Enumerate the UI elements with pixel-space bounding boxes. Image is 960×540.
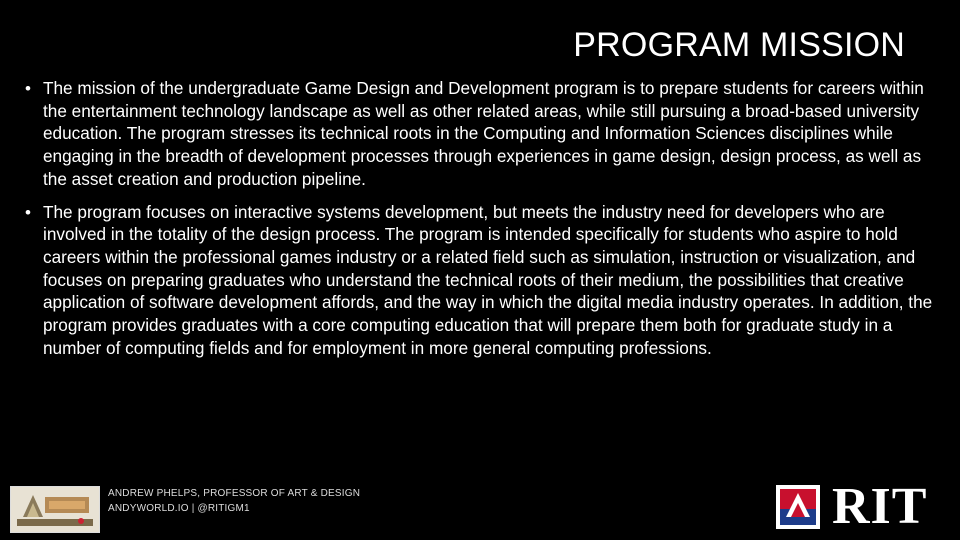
footer-credits xyxy=(108,486,360,516)
andyworld-logo-image xyxy=(10,486,100,533)
bullet-text: The program focuses on interactive systems development, but meets the industry need for developers who are involved in the totality of the design process. The program is intended specifically for students who aspire to hold careers within the professional games industry or a related field such as simulation, instruction or visualization, and focuses on preparing graduates who understand the technical roots of their medium, the possibilities that creative application of software development affords, and the way in which the digital media industry operates. In addition, the program provides graduates with a core computing education that will prepare them both for graduate study in a number of computing fields and for employment in more general computing professions. xyxy=(43,201,933,358)
rit-seal-icon xyxy=(776,485,820,529)
bullet-item xyxy=(25,77,945,191)
footer-author: ANDREW PHELPS, PROFESSOR OF ART & DESIGN xyxy=(108,488,361,499)
rit-logo xyxy=(776,478,928,535)
slide-title: PROGRAM MISSION xyxy=(573,26,905,64)
footer-links: ANDYWORLD.IO | @RITIGM1 xyxy=(108,503,250,514)
bullet-list xyxy=(25,77,945,369)
bullet-text: The mission of the undergraduate Game Design and Development program is to prepare students for careers within the entertainment technology landscape as well as other related areas, while still pursuing a broad-based university education. The program stresses its technical roots in the Computing and Information Sciences disciplines while engaging in the breadth of development processes through experiences in game design, design process, as well as the asset creation and production pipeline. xyxy=(43,78,924,189)
bullet-glyph: • xyxy=(25,202,31,222)
bullet-item xyxy=(25,201,945,360)
rit-wordmark: RIT xyxy=(832,478,928,535)
bullet-glyph: • xyxy=(25,79,31,98)
